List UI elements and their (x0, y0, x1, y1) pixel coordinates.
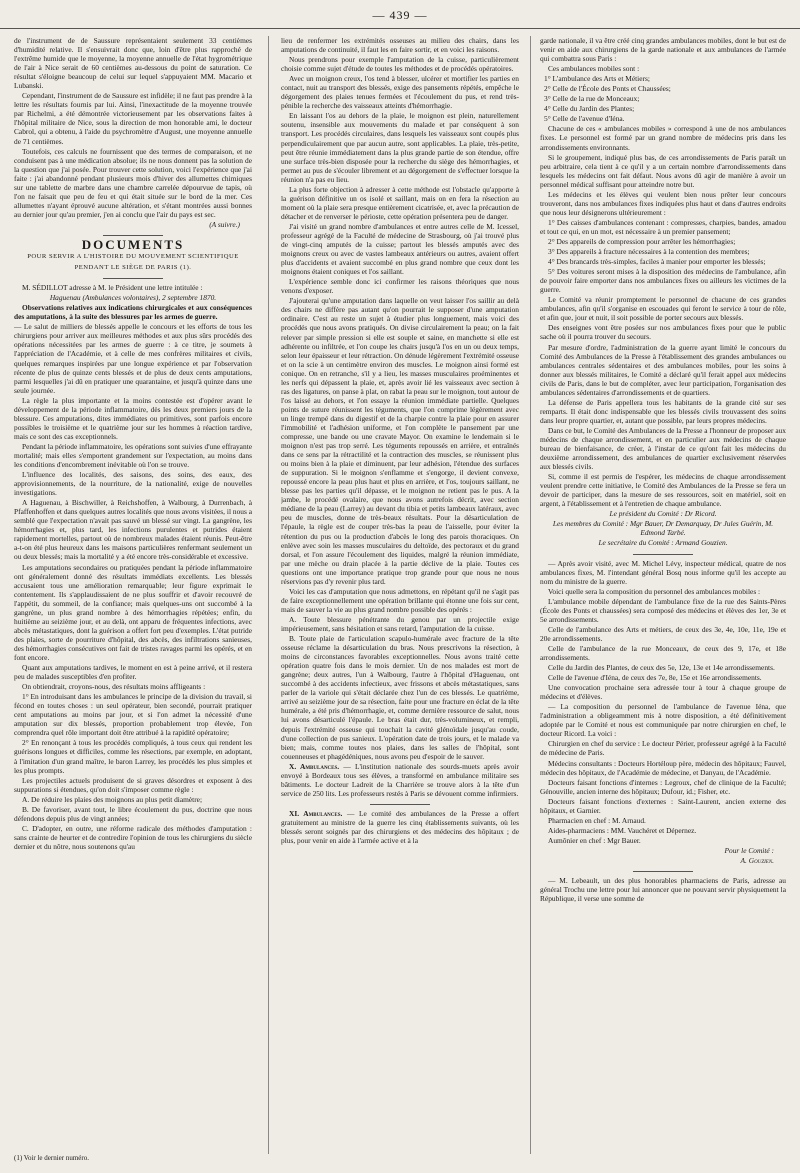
section-label: X. Ambulances. (289, 761, 340, 771)
paragraph: Aumônier en chef : Mgr Bauer. (548, 835, 641, 845)
paragraph: B. Toute plaie de l'articulation scapulo-humérale avec fracture de la tête osseuse réclame la désarticulation du bras. Nous prescrivons la résection, à moins de circonstances favorables exceptionnelles. Nous avons traité cette opération quatre fois dans le mois dernier. Un de nos malades est mort de gangrène; deux autres, l'un à Walbourg, l'autre à l'hôpital d'Haguenau, ont succombé à des accidents infectieux, avec frissons et abcès métastatiques, sans parler de la variole qui s'était déclarée chez l'un de ces blessés. Le quatrième, arrivé au seizième jour de sa résection, faite pour une fracture en éclat de la tête humérale, a été pris d'hémorrhagie, et, comme dernière ressource de salut, nous lui avons désarticulé l'épaule. Le bras était dur, très-volumineux, et rempli, depuis l'extrémité osseuse qui touchait la cavité glénoïdale jusqu'au coude, d'une collection de pus sanieux. L'opération date de trois jours, et le malade va bien; mais, comme toutes nos plaies, dans les salles de l'hôpital, sont couenneuses et phagédéniques, nous avons peu d'espoir de le sauver. (281, 634, 519, 761)
signature-members: Les membres du Comité : Mgr Bauer, Dr Demarquay, Dr Jules Guérin, M. Edmond Tarbé. (552, 519, 774, 538)
list-item: 5° Celle de l'avenue d'Iéna. (544, 114, 625, 124)
separator (103, 278, 163, 279)
ambulance-list (540, 74, 786, 123)
paragraph: L'influence des localités, des saisons, des soins, des eaux, des approvisionnements, de la nourriture, de la nationalité, exige de nouvelles investigations. (14, 470, 252, 498)
paragraph: A. Toute blessure pénétrante du genou par un projectile exige impérieusement, sans hésitation et sans retard, l'amputation de la cuisse. (281, 614, 519, 633)
separator (633, 554, 693, 555)
signature-for-committee: Pour le Comité : (724, 845, 774, 855)
separator (103, 235, 163, 236)
paragraph: Médecins consultants : Docteurs Hortéloup père, médecin des hôpitaux; Fauvel, médecin des hôpitaux, de l'Académie de médecine, et Danyau, de l'Académie. (540, 758, 786, 777)
separator (370, 804, 430, 805)
paragraph: En laissant l'os au dehors de la plaie, le moignon est plein, naturellement soutenu, insensible aux mouvements du malade et par conséquent à son transport. Les procédés circulaires, dans lesquels les vaisseaux sont coupés plus perpendiculairement que par aucun autre, sont applicables. La plaie, très-petite, peut être réunie immédiatement dans la plus grande partie de son étendue, offre une surface très-bien disposée pour la recherche du siège des hémorrhagies, et permet au pus de s'écouler librement et au dégorgement de s'effectuer lorsque la réunion n'a pas eu lieu. (281, 111, 519, 184)
paragraph: Aides-pharmaciens : MM. Vauchéret et Dépernez. (548, 825, 697, 835)
paragraph: Docteurs faisant fonctions d'externes : Saint-Laurent, ancien externe des hôpitaux, et Garnier. (540, 796, 786, 815)
paragraph: 5° Des voitures seront mises à la disposition des médecins de l'ambulance, afin de pouvoir faire emporter dans nos ambulances fixes ou ailleurs les victimes de la guerre. (540, 267, 786, 295)
paragraph: Nous prendrons pour exemple l'amputation de la cuisse, particulièrement choisie comme sujet d'étude de toutes les méthodes et de procédés opératoires. (281, 55, 519, 74)
paragraph: — Le salut de milliers de blessés appelle le concours et les efforts de tous les chirurgiens pour arriver aux meilleures méthodes et aux plus sûrs procédés des opérations nécessitées par les armes de guerre : à ce titre, je soumets à l'appréciation de l'Académie, et à celle de mes confrères militaires et civils, quelques remarques inspirées par une longue expérience et par l'observation récente de plus de quinze cents blessés et de plus de deux cents amputations, parmi lesquelles j'ai dû en pratiquer une quarantaine, et jusqu'à quinze dans une seule journée. (14, 322, 252, 395)
paragraph: Dans ce but, le Comité des Ambulances de la Presse a l'honneur de proposer aux médecins de chaque arrondissement, et en particulier aux médecins de chaque bureau de bienfaisance, de créer, à l'instar de ce qu'ont fait les médecins du deuxième arrondissement, des ambulances de quartier exclusivement réservées aux blessés civils. (540, 425, 786, 472)
paragraph: Toutefois, ces calculs ne fournissent que des termes de comparaison, et ne conduisent pas à une médication absolue; ils ne nous donnent pas la solution de la question que j'ai posée. Pour trouver cette solution, voici l'expérience que j'ai faite : j'ai abandonné pendant plusieurs mois d'hiver des allumettes chimiques sur une tablette de marbre dans une chambre carrelée dépourvue de tapis, où l'on ne faisait que peu de feu et qui était située sur le bord de la mer. Ces allumettes n'ayant éprouvé aucune altération, et s'étant montrées aussi bonnes au dernier jour qu'au premier, j'en ai conclu que l'air du pays est sec. (14, 146, 252, 219)
separator (633, 871, 693, 872)
paragraph: La défense de Paris appellera tous les habitants de la grande cité sur ses remparts. Il était donc indispensable que les blessés civils trouvassent des soins dans leur propre quartier, et, autant que possible, par leurs propres médecins. (540, 397, 786, 425)
paragraph: 4° Des brancards très-simples, faciles à manier pour emporter les blessés; (548, 257, 766, 267)
paragraph: C. D'adopter, en outre, une réforme radicale des méthodes d'amputation : sans crainte de heurter et de contredire l'opinion de tous les chirurgiens du siècle dernier et du nôtre, nous soutenons qu'au (14, 823, 252, 851)
paragraph: B. De favoriser, avant tout, le libre écoulement du pus, doctrine que nous défendons depuis plus de vingt années; (14, 804, 252, 823)
paragraph: Pendant la période inflammatoire, les opérations sont suivies d'une effrayante mortalité; mais elles s'emportent grandement sur l'expectation, au moins dans les conditions d'encombrement inévitable où l'on se trouve. (14, 441, 252, 470)
paragraph: — M. Lebeault, un des plus honorables pharmaciens de Paris, adresse au général Trochu une lettre pour lui annoncer que ne pouvant servir physiquement la République, il verse une somme de (540, 876, 786, 904)
column-right (540, 36, 786, 1161)
paragraph: 2° Des appareils de compression pour arrêter les hémorrhagies; (548, 236, 736, 246)
paragraph: J'ajouterai qu'une amputation dans laquelle on veut laisser l'os saillir au delà des chairs ne diffère pas autant qu'on pourrait le supposer d'une amputation ordinaire. C'est au reste un sujet à étudier plus longuement, mais voici des procédés que nous avons pratiqués. On divise circulairement la peau; on la fait relever par simple pression si elle est souple et saine, en manchette si elle est adhérente ou infiltrée, et l'on coupe les chairs jusqu'à l'os en un ou deux temps, selon leur épaisseur et leur rétraction. On dénude légèrement l'extrémité osseuse et on la scie à un centimètre environ des muscles. Le moignon ainsi formé est conique. On en retranche, s'il y a lieu, les masses musculaires proéminentes et les nerfs qui dépassent la plaie, et, après avoir lié les vaisseaux avec section à ras des ligatures, on panse à plat, on rabat la peau sur le moignon, tout autour de l'os laissé au dehors, et l'on essaye la réunion immédiate partielle. Quelques points de suture réunissent les téguments, que l'on comprime légèrement avec un linge trempé dans du digestif et de la charpie contre la plaie pour en assurer l'immobilité et l'adhésion uniforme, et l'on complète le pansement par une compresse, une bande ou une cravate Mayor. On examine le lendemain si le moignon n'est pas trop serré. Les téguments repoussés en arrière, et entraînés dans ce sens par la rétractilité et la contraction des muscles, se réunissent plus ou moins bien à la plaie et diminuent, par leur adhésion, l'étendue des surfaces de suppuration. Si le moignon s'enflamme et s'engorge, il devient convexe, repoussé encore la peau plus haut et plus en arrière, et l'os, toujours saillant, ne blesse pas les parties qu'il dépasse, et le moignon ne retient pas le pus. A la jambe, le procédé ovalaire, que nous avons autrefois décrit, avec section médiane de la peau (Larrey) au devant du tibia et petits lambeaux latéraux, avec peu de muscles, donne de très-beaux résultats. Pour la désarticulation de l'épaule, la règle est de couper très-bas la peau de l'aisselle, pour éviter la rétention du pus ou la production d'abcès le long des parois thoraciques. On enlève avec soin les masses musculaires du deltoïde, des pectoraux et du grand dorsal, et l'on assure l'écoulement des liquides, malgré la réunion immédiate, par une mèche ou drain placée à la partie déclive de la plaie. Toutes ces questions ont une importance pratique trop grande pour que nous ne nous réservions pas d'y revenir plus tard. (281, 296, 519, 586)
letter-intro: M. SÉDILLOT adresse à M. le Président une lettre intitulée : (22, 283, 203, 293)
paragraph: Les amputations secondaires ou pratiquées pendant la période inflammatoire ont généralement donné des résultats immédiats excellents. Les blessés accusaient tous une amélioration remarquable; leur figure exprimait le contentement. Ils s'applaudissaient de ne plus souffrir et d'avoir recouvré de l'appétit, du sommeil, de la confiance; mais quelques-uns ont succombé à la gangrène, un plus grand nombre à des hémorrhagies répétées; enfin, du huitième au seizième jour, et au delà, ont apparu de fréquentes infections, avec abcès métastatiques, dont la guérison a offert fort peu d'exemples. L'état putride des plaies, sorte de pourriture d'hôpital, des abcès, des infiltrations sanieuses, des hémorrhagies consécutives ont fait de tristes ravages parmi les opérés, et en font encore. (14, 562, 252, 662)
paragraph: Cependant, l'instrument de de Saussure est infidèle; il ne faut pas prendre à la lettre les résultats fournis par lui. Ainsi, l'inexactitude de la moyenne trouvée par Richelmi, a été démontrée victorieusement par les observations faites à l'hôpital militaire de Nice, sous la direction de mon honorable ami, le docteur Cabrol, qui a obtenu, à l'aide du psychromètre d'August, une moyenne annuelle de 71 centièmes. (14, 91, 252, 146)
paragraph: 1° En introduisant dans les ambulances le principe de la division du travail, si fécond en toutes choses : un seul opérateur, bien secondé, pourrait pratiquer cent amputations au moins par jour, et si l'on admet la nécessité d'une amputation sur dix blessés, proportion probablement trop élevée, l'on comprendra quel rôle important doit être attribué à la rapidité opératoire; (14, 692, 252, 738)
section-text: — L'institution nationale des sourds-muets après avoir envoyé à Bordeaux tous ses élèves, a transformé en ambulance militaire ses bâtiments. Le docteur Ladreit de la Charrière se trouve alors à la tête d'un service de 250 lits. Les professeurs restés à Paris se dévouent comme infirmiers. (281, 761, 519, 798)
list-item: 2° Celle de l'École des Ponts et Chaussées; (544, 84, 671, 94)
header-rule (0, 28, 800, 29)
paragraph: Voici quelle sera la composition du personnel des ambulances mobiles : (548, 586, 761, 596)
paragraph: La plus forte objection à adresser à cette méthode est l'obstacle qu'apporte à la guérison définitive un os isolé et saillant, mais on en fera la résection au moment où la plaie sera presque entièrement cicatrisée, et, avec la précaution de détacher et de renverser le périoste, cette opération présentera peu de danger. (281, 184, 519, 221)
paragraph: lieu de renfermer les extrémités osseuses au milieu des chairs, dans les amputations de continuité, il faut les en faire sortir, et en voici les raisons. (281, 36, 519, 55)
signature-secretary: Le secrétaire du Comité : Armand Gouzien. (598, 538, 728, 548)
paragraph: Le Comité va réunir promptement le personnel de chacune de ces grandes ambulances, afin qu'il s'organise en escouades qui feront le service à tour de rôle, et afin que, jour et nuit, il soit possible de porter secours aux blessés. (540, 295, 786, 323)
paragraph: J'ai visité un grand nombre d'ambulances et entre autres celle de M. Icessel, professeur agrégé de la Faculté de médecine de Strasbourg, où j'ai trouvé plus de vingt-cinq amputés de la cuisse; partout les blessés amputés avec des moignons creux ou avec de vastes lambeaux antérieurs ou autres, avaient offert plus d'accidents et avaient succombé en plus grand nombre que ceux dont les moignons étaient coniques et l'os saillant. (281, 221, 519, 277)
paragraph: Une convocation prochaine sera adressée tour à tour à chaque groupe de médecins et d'élèves. (540, 683, 786, 702)
paragraph: Chirurgien en chef du service : Le docteur Périer, professeur agrégé à la Faculté de médecine de Paris. (540, 739, 786, 758)
signature-name: A. Gouzien. (740, 855, 774, 865)
to-be-continued: (A suivre.) (209, 219, 240, 229)
letter-dateline: Haguenau (Ambulances volontaires), 2 septembre 1870. (49, 293, 217, 303)
page-number: — 439 — (372, 8, 428, 22)
column-left (14, 36, 252, 1161)
paragraph: Celle du Jardin des Plantes, de ceux des 5e, 12e, 13e et 14e arrondissements. (548, 663, 775, 673)
paragraph: La règle la plus importante et la moins contestée est d'opérer avant le développement de la période inflammatoire, dès les deux premiers jours de la blessure. Ces amputations, dites immédiates ou primitives, sont parfois encore possibles le troisième et le quatrième jour sur les hommes à réaction tardive, mais ce sont des cas exceptionnels. (14, 395, 252, 441)
footnote: (1) Voir le dernier numéro. (14, 1154, 89, 1162)
paragraph: Si le groupement, indiqué plus bas, de ces arrondissements de Paris paraît un peu arbitraire, cela tient à ce qu'il y a un certain nombre d'arrondissements dans lesquels les médecins ont fait défaut. Nous avons dû agir de manière à avoir un personnel médical suffisant pour atteindre notre but. (540, 152, 786, 189)
paragraph: A Haguenau, à Bischwiller, à Reichshoffen, à Walbourg, à Durrenbach, à Pfaffenhoffen et dans quelques autres localités que nous avons visitées, il nous a semblé que l'expectation n'avait pas sauvé un blessé sur vingt. La gangrène, les hémorrhagies et, plus tard, les infections purulentes et putrides étaient rapidement mortelles, partout où de nombreux malades étaient réunis. Peut-être a-t-on été plus heureux dans les maisons particulières renfermant seulement un ou deux blessés; mais la mortalité y a été encore très-considérable et excessive. (14, 498, 252, 562)
section-xi (281, 809, 519, 845)
paragraph: — Après avoir visité, avec M. Michel Lévy, inspecteur médical, quatre de nos ambulances fixes, M. l'intendant général Bosq nous informe qu'il les accepte au nom du ministre de la guerre. (540, 558, 786, 586)
paragraph: Avec un moignon creux, l'os tend à blesser, ulcérer et mortifier les parties en contact, nuit au transport des blessés, exige des pansements répétés, empêche le dégorgement des plaies tenues fermées et l'écoulement du pus, et rend très-pénible la recherche des vaisseaux atteints d'hémorrhagie. (281, 74, 519, 111)
section-label: XI. Ambulances. (289, 808, 343, 818)
paragraph: Des enseignes vont être posées sur nos ambulances fixes pour que le public sache où il pourra trouver du secours. (540, 323, 786, 342)
paragraph: 2° En renonçant à tous les procédés compliqués, à tous ceux qui rendent les guérisons longues et difficiles, comme les résections, par exemple, en adoptant, à l'imitation d'un grand maître, le baron Larrey, les procédés les plus simples et les plus prompts. (14, 738, 252, 775)
list-item: 4° Celle du Jardin des Plantes; (544, 104, 635, 114)
paragraph: — La composition du personnel de l'ambulance de l'avenue Iéna, que l'administration a obligeamment mis à notre disposition, a été définitivement adoptée par le Comité et nous est communiquée par notre chirurgien en chef, le docteur Ricord. La voici : (540, 702, 786, 739)
section-text: — Le comité des ambulances de la Presse a offert gratuitement au ministre de la guerre les cinq établissements suivants, où les blessés seront soignés par des chirurgiens et des médecins des hôpitaux ; de plus, pour venir en aide à l'armée active et à la (281, 808, 519, 846)
section-x (281, 762, 519, 798)
paragraph: Docteurs faisant fonctions d'internes : Legroux, chef de clinique de la Faculté; Génouville, ancien interne des hôpitaux; Dufour, id.; Fisher, etc. (540, 777, 786, 796)
paragraph: Par mesure d'ordre, l'administration de la guerre ayant limité le concours du Comité des Ambulances de la Presse à l'établissement des grandes ambulances ou ambulances centrales sédentaires et des ambulances mobiles, pour les soins à donner aux blessés militaires, le Comité a déclaré qu'il ferait appel aux médecins civils de Paris, dans le but de compléter, avec leur participation, l'organisation des ambulances sédentaires d'arrondissements et de quartiers. (540, 342, 786, 397)
paragraph: On obtiendrait, croyons-nous, des résultats moins affligeants : (22, 682, 206, 692)
paragraph: 3° Des appareils à fracture nécessaires à la contention des membres; (548, 247, 750, 257)
list-item: 3° Celle de la rue de Monceaux; (544, 94, 640, 104)
paragraph: Pharmacien en chef : M. Arnaud. (548, 815, 646, 825)
paragraph: L'expérience semble donc ici confirmer les raisons théoriques que nous venons d'exposer. (281, 277, 519, 296)
paragraph: garde nationale, il va être créé cinq grandes ambulances mobiles, dont le but est de venir en aide aux chirurgiens de la garde nationale et aux ambulances de l'armée qui combattra sous Paris : (540, 36, 786, 64)
section-heading: DOCUMENTS (81, 236, 185, 252)
paragraph: Celle de l'ambulance de la rue Monceaux, de ceux des 9, 17e, et 18e arrondissements. (540, 643, 786, 662)
paragraph: A. De réduire les plaies des moignons au plus petit diamètre; (22, 794, 202, 804)
paragraph: Les projectiles actuels produisent de si graves désordres et exposent à des suppurations si étendues, qu'on doit s'imposer comme règle : (14, 775, 252, 794)
section-subheading: POUR SERVIR A L'HISTOIRE DU MOUVEMENT SCIENTIFIQUE (27, 253, 239, 261)
paragraph: Ces ambulances mobiles sont : (548, 64, 640, 74)
column-middle (281, 36, 519, 1161)
paragraph: Chacune de ces « ambulances mobiles » correspond à une de nos ambulances fixes. Le personnel est formé par un grand nombre de médecins pris dans les arrondissements environnants. (540, 124, 786, 152)
paragraph: de l'instrument de de Saussure représentaient seulement 33 centièmes d'humidité relative. Il s'ensuivrait donc que, loin d'être plus rapproché de l'extrême humide que le moyenne, la moyenne annuelle de l'état hygrométrique de l'air à Nice serait de 60 centièmes au-dessous du point de saturation. Ce résultat s'éloigne beaucoup de celui sur lequel s'appuyaient MM. Macario et Lubanski. (14, 36, 252, 91)
paragraph: Quant aux amputations tardives, le moment en est à peine arrivé, et il restera peu de malades susceptibles d'en profiter. (14, 663, 252, 682)
column-divider (530, 36, 531, 1154)
column-divider (268, 36, 269, 1154)
paragraph: Voici les cas d'amputation que nous admettons, en répétant qu'il ne s'agit pas de faire exceptionnellement une opération brillante qui étonne une fois sur cent, mais de sauver la vie au plus grand nombre possible des opérés : (281, 586, 519, 614)
paragraph: L'ambulance mobile dépendant de l'ambulance fixe de la rue des Saints-Pères (École des Ponts et chaussées) sera composé des médecins et élèves des 1er, 3e et 5e arrondissements. (540, 596, 786, 624)
paragraph: Les médecins et les élèves qui veulent bien nous prêter leur concours trouveront, dans nos ambulances fixes indiquées plus haut et dans d'autres endroits que nous leur désignerons ultérieurement : (540, 189, 786, 217)
list-item: 1° L'ambulance des Arts et Métiers; (544, 74, 650, 84)
paragraph: Celle de l'avenue d'Iéna, de ceux des 7e, 8e, 15e et 16e arrondissements. (548, 673, 762, 683)
section-subheading: PENDANT LE SIÈGE DE PARIS (1). (74, 264, 192, 272)
paragraph: Si, comme il est permis de l'espérer, les médecins de chaque arrondissement veulent prendre cette initiative, le Comité des Ambulances de la Presse se fera un devoir de participer, dans la mesure de ses ressources, soit en matériel, soit en argent, à l'établissement et à l'entretien de chaque ambulance. (540, 472, 786, 509)
signature-president: Le président du Comité : Dr Ricord. (609, 509, 717, 519)
letter-title: Observations relatives aux indications chirurgicales et aux conséquences des amputations, à la suite des blessures par les armes de guerre. (14, 303, 252, 322)
paragraph: 1° Des caisses d'ambulances contenant : compresses, charpies, bandes, amadou et tout ce qui, en un mot, est nécessaire à un premier pansement; (540, 217, 786, 236)
paragraph: Celle de l'ambulance des Arts et métiers, de ceux des 3e, 4e, 10e, 11e, 19e et 20e arrondissements. (540, 624, 786, 643)
